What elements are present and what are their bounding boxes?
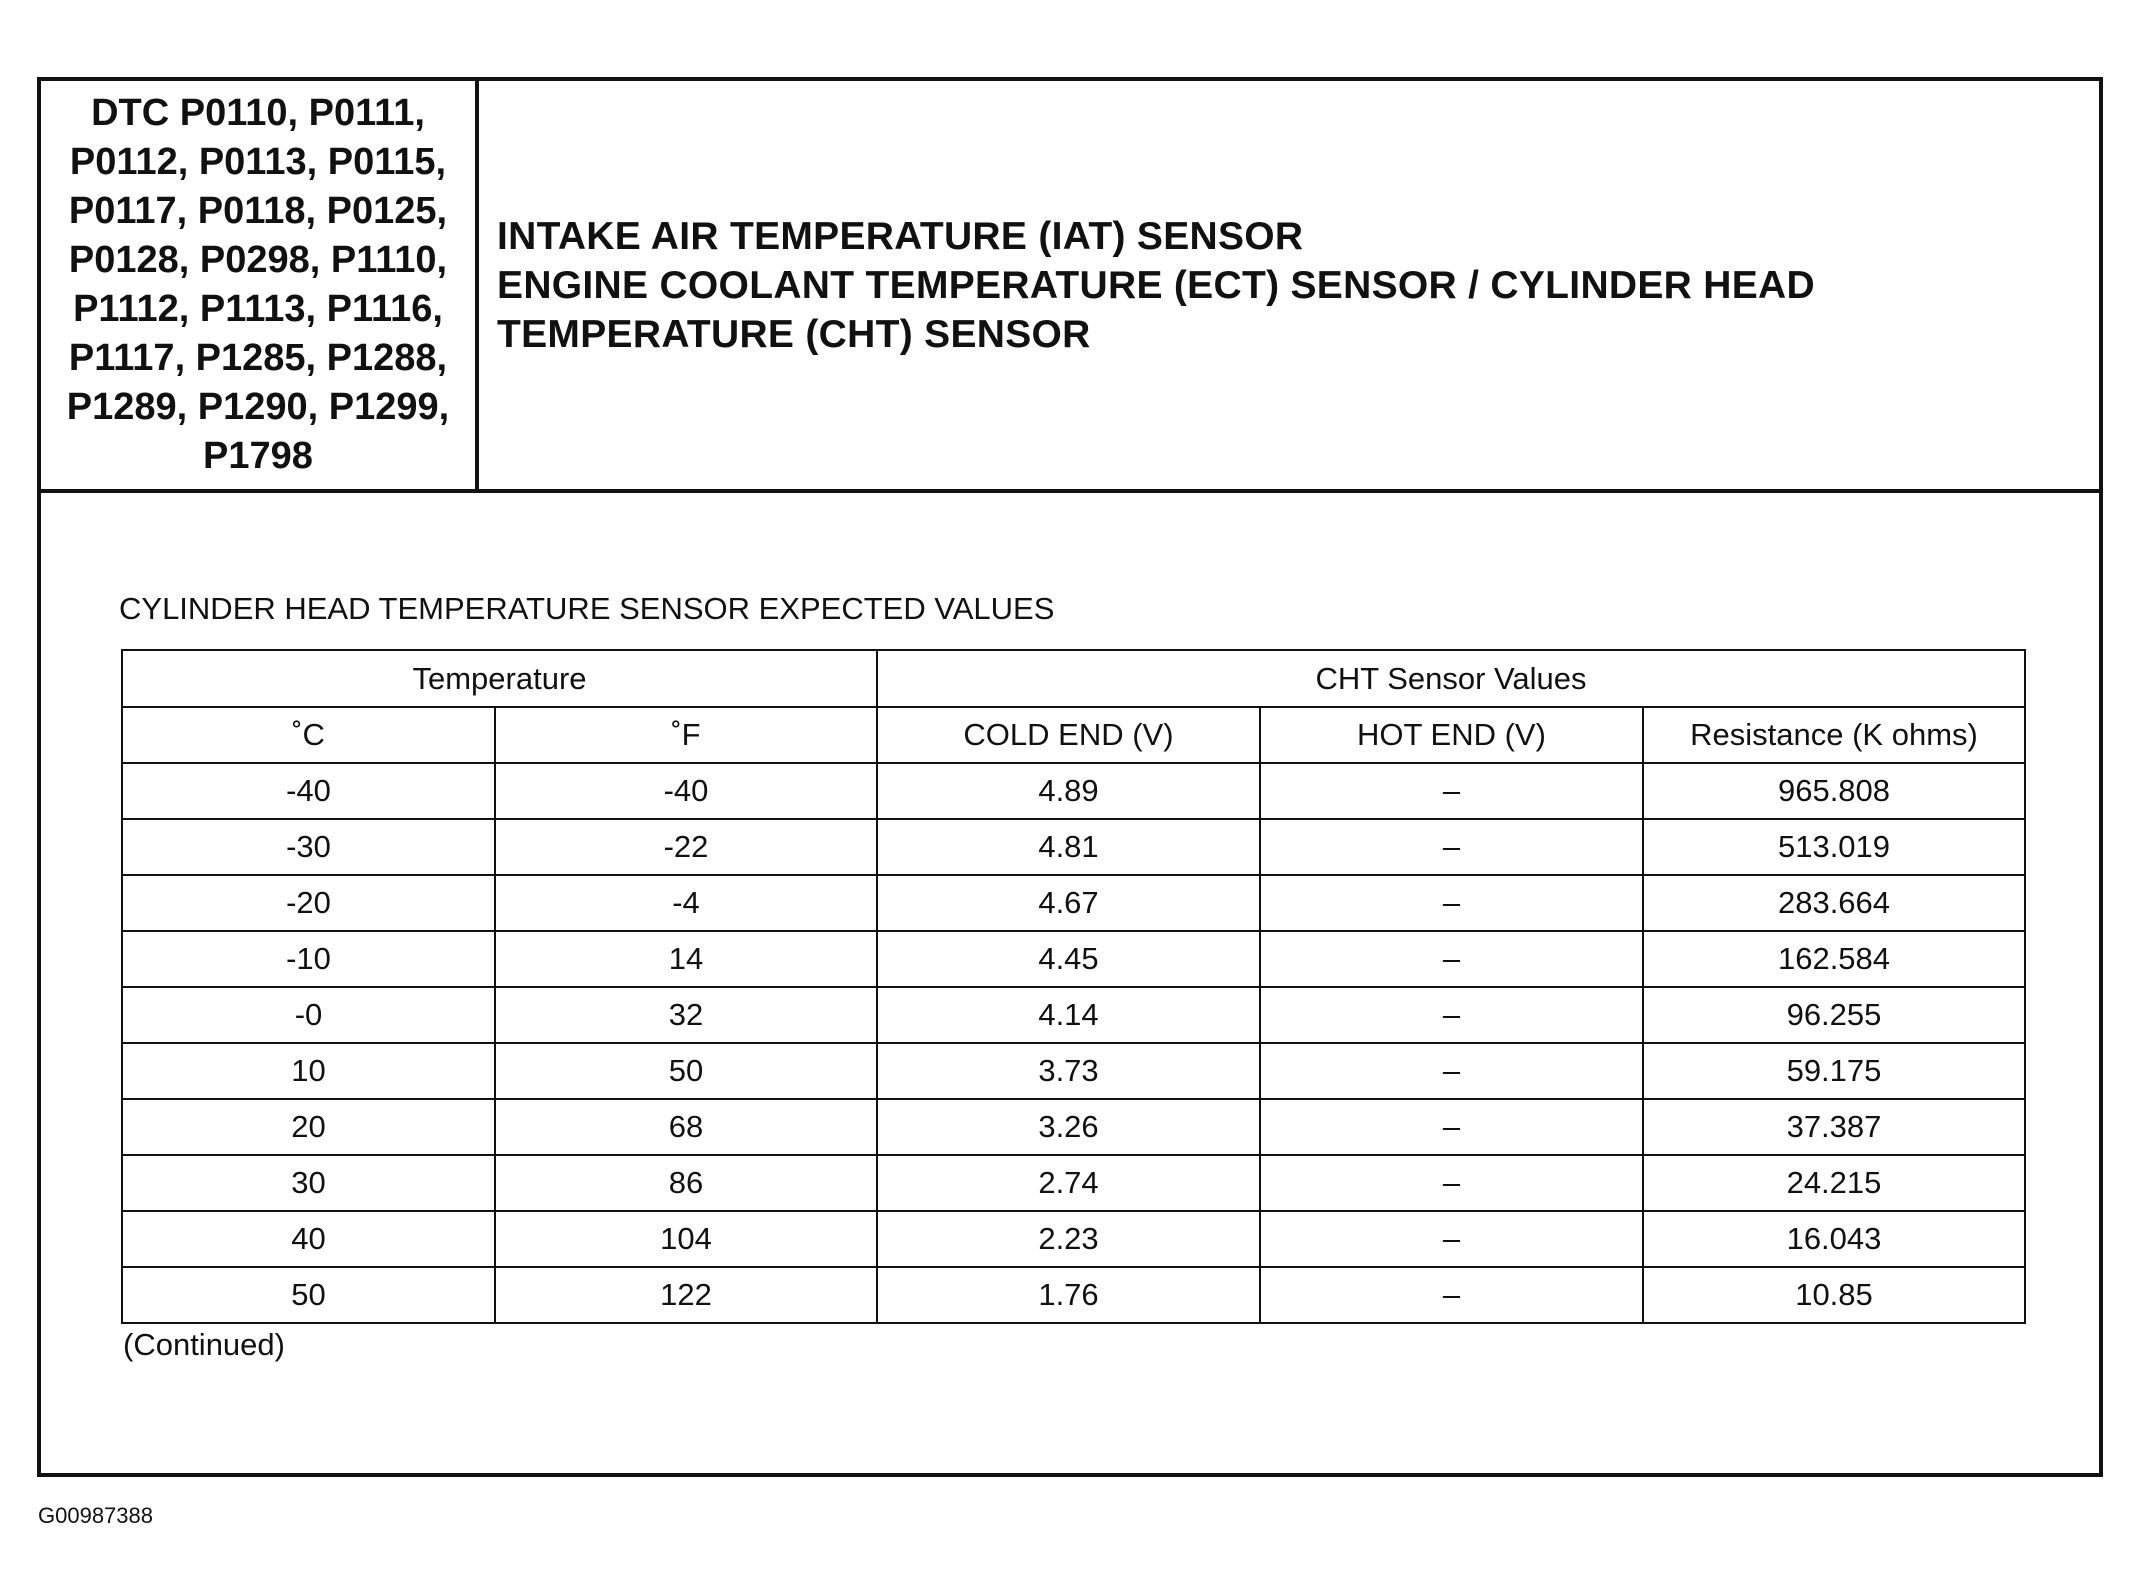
title-line: ENGINE COOLANT TEMPERATURE (ECT) SENSOR / CYLINDER HEAD: [497, 263, 1815, 307]
resistance-cell: 59.175: [1643, 1043, 2025, 1099]
cht-values-table: [121, 649, 2026, 1324]
celsius-cell: 40: [122, 1211, 495, 1267]
cold-end-cell: 4.89: [877, 763, 1260, 819]
celsius-cell: -10: [122, 931, 495, 987]
table-row: [122, 1043, 2025, 1099]
resistance-header: Resistance (K ohms): [1643, 707, 2025, 763]
table-row: [122, 1267, 2025, 1323]
fahrenheit-cell: 50: [495, 1043, 877, 1099]
continued-note: (Continued): [123, 1327, 285, 1362]
fahrenheit-cell: -40: [495, 763, 877, 819]
table-row: [122, 1155, 2025, 1211]
resistance-cell: 283.664: [1643, 875, 2025, 931]
celsius-header: ˚C: [122, 707, 495, 763]
celsius-cell: 20: [122, 1099, 495, 1155]
fahrenheit-cell: 32: [495, 987, 877, 1043]
fahrenheit-header: ˚F: [495, 707, 877, 763]
celsius-cell: -40: [122, 763, 495, 819]
resistance-cell: 16.043: [1643, 1211, 2025, 1267]
hot-end-cell: –: [1260, 819, 1643, 875]
dtc-line: P1112, P1113, P1116,: [73, 288, 443, 330]
dtc-line: P1798: [203, 435, 313, 477]
cht-values-group-header: CHT Sensor Values: [877, 650, 2025, 707]
table-body: [122, 763, 2025, 1323]
hot-end-cell: –: [1260, 1267, 1643, 1323]
hot-end-cell: –: [1260, 1043, 1643, 1099]
title-line: TEMPERATURE (CHT) SENSOR: [497, 312, 1091, 356]
resistance-cell: 24.215: [1643, 1155, 2025, 1211]
cold-end-cell: 4.67: [877, 875, 1260, 931]
fahrenheit-cell: 68: [495, 1099, 877, 1155]
fahrenheit-cell: -4: [495, 875, 877, 931]
table-row: [122, 987, 2025, 1043]
resistance-cell: 10.85: [1643, 1267, 2025, 1323]
table-row: [122, 875, 2025, 931]
title-line: INTAKE AIR TEMPERATURE (IAT) SENSOR: [497, 214, 1304, 258]
cold-end-cell: 3.73: [877, 1043, 1260, 1099]
document-frame: [37, 77, 2103, 1477]
celsius-cell: -20: [122, 875, 495, 931]
cold-end-cell: 4.81: [877, 819, 1260, 875]
dtc-line: P1117, P1285, P1288,: [68, 337, 448, 379]
table-caption: CYLINDER HEAD TEMPERATURE SENSOR EXPECTED VALUES: [119, 591, 1055, 626]
cold-end-cell: 4.45: [877, 931, 1260, 987]
dtc-line: P0128, P0298, P1110,: [68, 239, 448, 281]
temperature-group-header: Temperature: [122, 650, 877, 707]
resistance-cell: 513.019: [1643, 819, 2025, 875]
resistance-cell: 37.387: [1643, 1099, 2025, 1155]
fahrenheit-cell: 86: [495, 1155, 877, 1211]
celsius-cell: -30: [122, 819, 495, 875]
hot-end-cell: –: [1260, 763, 1643, 819]
celsius-cell: -0: [122, 987, 495, 1043]
resistance-cell: 96.255: [1643, 987, 2025, 1043]
cold-end-cell: 4.14: [877, 987, 1260, 1043]
hot-end-cell: –: [1260, 1099, 1643, 1155]
hot-end-cell: –: [1260, 875, 1643, 931]
hot-end-header: HOT END (V): [1260, 707, 1643, 763]
cold-end-cell: 3.26: [877, 1099, 1260, 1155]
table-row: [122, 1211, 2025, 1267]
table-row: [122, 1099, 2025, 1155]
dtc-code-list: [41, 81, 479, 489]
table-row: [122, 763, 2025, 819]
celsius-cell: 10: [122, 1043, 495, 1099]
celsius-cell: 50: [122, 1267, 495, 1323]
hot-end-cell: –: [1260, 1155, 1643, 1211]
cold-end-header: COLD END (V): [877, 707, 1260, 763]
hot-end-cell: –: [1260, 1211, 1643, 1267]
column-header-row: [122, 707, 2025, 763]
cold-end-cell: 1.76: [877, 1267, 1260, 1323]
fahrenheit-cell: 122: [495, 1267, 877, 1323]
figure-id: G00987388: [38, 1503, 153, 1528]
section-title: [479, 81, 2099, 489]
fahrenheit-cell: -22: [495, 819, 877, 875]
resistance-cell: 965.808: [1643, 763, 2025, 819]
group-header-row: [122, 650, 2025, 707]
dtc-line: DTC P0110, P0111,: [91, 92, 425, 134]
header-row: [41, 81, 2099, 493]
table-row: [122, 819, 2025, 875]
table-row: [122, 931, 2025, 987]
dtc-line: P1289, P1290, P1299,: [66, 386, 450, 428]
dtc-line: P0117, P0118, P0125,: [68, 190, 448, 232]
fahrenheit-cell: 14: [495, 931, 877, 987]
dtc-line: P0112, P0113, P0115,: [69, 141, 447, 183]
hot-end-cell: –: [1260, 987, 1643, 1043]
hot-end-cell: –: [1260, 931, 1643, 987]
cold-end-cell: 2.23: [877, 1211, 1260, 1267]
resistance-cell: 162.584: [1643, 931, 2025, 987]
celsius-cell: 30: [122, 1155, 495, 1211]
fahrenheit-cell: 104: [495, 1211, 877, 1267]
cold-end-cell: 2.74: [877, 1155, 1260, 1211]
